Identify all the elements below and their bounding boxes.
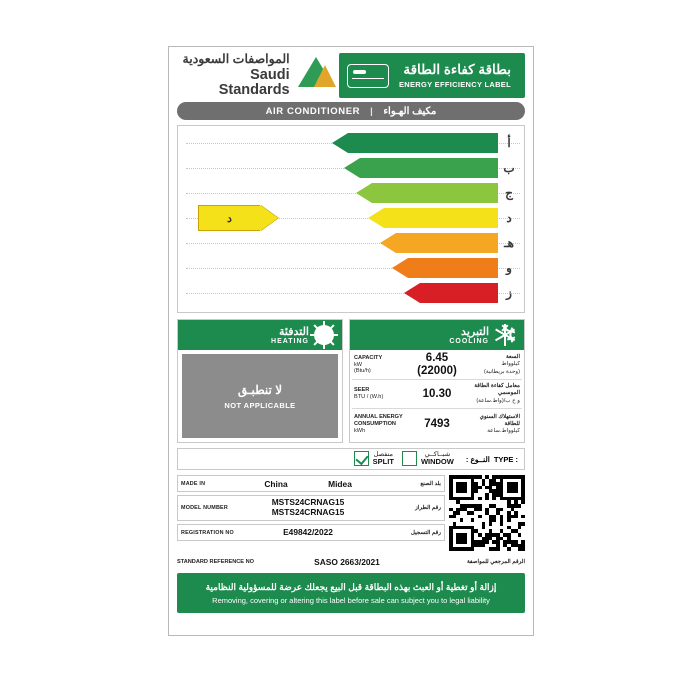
heating-value-english: NOT APPLICABLE [224,400,296,410]
label-header [169,47,533,102]
window-checkbox[interactable] [402,451,417,466]
cooling-label-english-0: CAPACITY kW (Btu/h) [354,354,383,375]
heating-panel-header [178,320,342,350]
legal-warning-footer [177,573,525,613]
grade-letter-6: ز [506,286,512,300]
split-label-arabic: منفصل [373,451,393,459]
snowflake-icon [494,324,516,346]
legal-warning-english: Removing, covering or altering this label before sale can subject you to legal liability [212,595,490,605]
label-title-arabic: بطاقة كفاءة الطاقة [403,62,511,77]
window-label-arabic: شبــاكــي [424,451,451,459]
grade-letter-5: و [506,261,512,275]
grade-arrow-و [392,258,498,278]
model-number-value-2: MSTS24CRNAG15 [271,507,345,517]
grade-letter-3: د [506,211,512,225]
heating-value-box [182,354,338,438]
grade-arrow-هـ [380,233,498,253]
cooling-title-arabic: التبريد [461,326,489,338]
current-grade-letter: د [198,205,260,231]
label-title-english: ENERGY EFFICIENCY LABEL [398,80,511,89]
performance-panels [177,319,525,443]
grade-row-3 [182,206,520,230]
standard-reference-row [177,557,525,567]
split-checkbox[interactable] [354,451,369,466]
info-row-made-in [177,475,445,492]
info-row-registration-no [177,524,445,541]
product-separator: | [370,105,374,117]
standard-reference-label-arabic: الرقم المرجعي للمواصفة [466,559,525,565]
info-row-model-number [177,495,445,521]
type-title-arabic: النــوع : [465,454,490,464]
type-selection-row [177,448,525,470]
cooling-title-english: COOLING [449,338,489,345]
saso-name-arabic: المواصفات السعودية [182,51,290,66]
sun-icon [314,325,334,345]
cooling-label-english-2: ANNUAL ENERGY CONSUMPTION kWh [354,414,403,434]
cooling-value-0: 6.45 (22000) [417,352,457,377]
saso-logo-block [177,53,339,98]
cooling-row-0 [352,351,522,380]
type-option-split[interactable] [354,451,394,466]
window-label-english: WINDOW [420,457,454,467]
grade-arrow-د [368,208,498,228]
cooling-label-english-1: SEER BTU / (W.h) [354,387,384,400]
saso-logo-icon [296,55,335,97]
registration-no-label-english: REGISTRATION NO [181,529,234,536]
type-title-english: TYPE : [493,454,518,464]
grade-row-6 [182,281,520,305]
type-option-window[interactable] [402,451,454,466]
registration-no-label-arabic: رقم التسجيل [410,529,441,536]
cooling-panel [349,319,525,443]
efficiency-grade-scale [177,125,525,313]
cooling-row-1 [352,380,522,409]
grade-arrow-أ [332,133,498,153]
registration-no-value: E49842/2022 [283,526,333,537]
model-number-values [244,498,372,517]
current-grade-pointer [198,205,278,231]
model-number-label-arabic: رقم الطراز [415,505,441,511]
grade-row-5 [182,256,520,280]
cooling-values-table [350,350,524,442]
saso-logo-caption: SASO [304,90,327,98]
grade-letter-2: ج [505,186,513,200]
heating-title-english: HEATING [271,338,309,345]
heating-value-arabic: لا تنطبـق [237,382,283,397]
product-info-table [177,475,445,553]
made-in-label-english: MADE IN [181,480,206,487]
product-name-english: AIR CONDITIONER [265,105,361,117]
grade-arrow-ز [404,283,498,303]
heating-title-arabic: التدفئة [279,326,309,338]
grade-row-4 [182,231,520,255]
air-conditioner-icon [347,64,389,88]
grade-row-2 [182,181,520,205]
qr-code[interactable] [449,475,525,551]
grade-letter-4: هـ [504,236,514,250]
energy-label-card [168,46,534,636]
brand-value: Midea [328,478,352,489]
product-type-bar [177,102,525,120]
made-in-value: China [264,478,288,489]
cooling-row-2 [352,409,522,440]
saso-name-english: Saudi Standards [218,66,290,99]
heating-panel [177,319,343,443]
grade-row-0 [182,131,520,155]
cooling-label-arabic-2: الاستهلاك السنوي للطاقة كيلوواط.ساعة [479,413,520,435]
grade-arrow-ج [356,183,498,203]
grade-arrow-ب [344,158,498,178]
model-number-label-english: MODEL NUMBER [181,505,228,511]
type-row-title [466,455,518,464]
product-info-section [177,475,525,553]
cooling-label-arabic-1: معامل كفاءة الطاقة الموسمي و ح ب/(واط.ساعة) [474,383,520,404]
grade-row-1 [182,156,520,180]
model-number-value-1: MSTS24CRNAG15 [271,497,345,508]
standard-reference-value: SASO 2663/2021 [314,557,380,567]
cooling-panel-header [350,320,524,350]
cooling-value-1: 10.30 [422,387,452,400]
cooling-value-2: 7493 [424,418,450,431]
product-name-arabic: مكيف الهـواء [383,105,437,117]
energy-label-title-bar [339,53,525,98]
legal-warning-arabic: إزالة أو تغطية أو العبث بهذه البطاقة قبل البيع يجعلك عرضة للمسؤولية النظامية [205,581,497,592]
standard-reference-label-english: STANDARD REFERENCE NO [177,559,254,565]
grade-letter-1: ب [503,161,515,175]
split-label-english: SPLIT [372,457,394,467]
made-in-label-arabic: بلد الصنع [420,480,441,487]
cooling-label-arabic-0: السعة كيلوواط (وحدة بريطانية) [483,354,520,375]
grade-letter-0: أ [507,136,511,150]
